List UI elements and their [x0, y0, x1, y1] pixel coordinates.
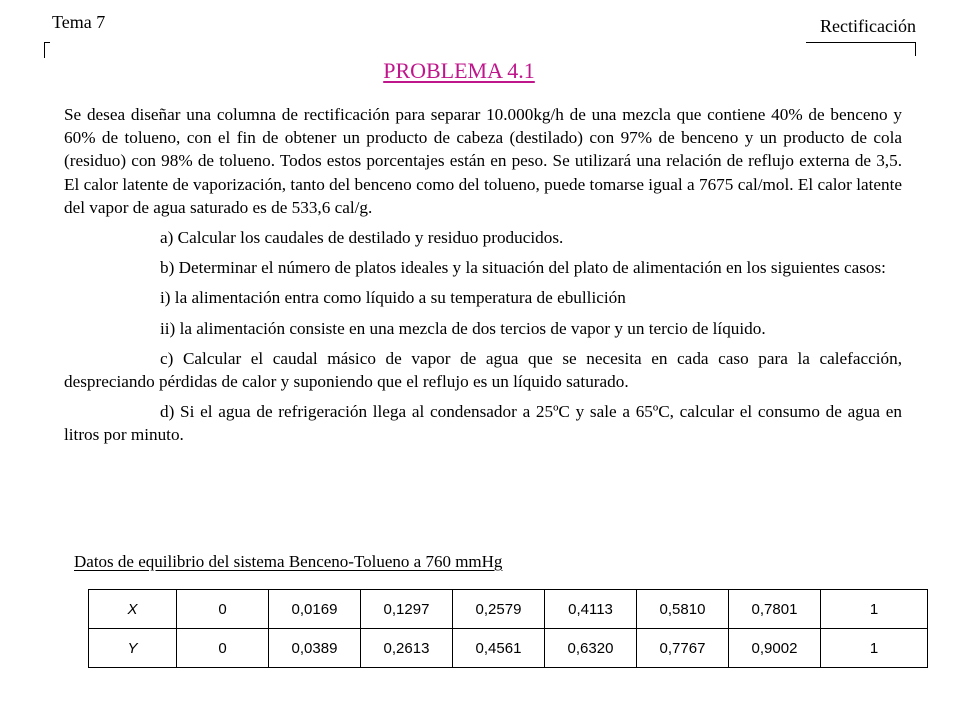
header-left-rule	[44, 42, 50, 43]
header-right-rule	[806, 42, 916, 43]
question-b-i: i) la alimentación entra como líquido a su temperatura de ebullición	[160, 288, 626, 308]
table-cell: 0,7767	[637, 629, 729, 668]
table-cell: 0,1297	[361, 590, 453, 629]
question-d: d) Si el agua de refrigeración llega al condensador a 25ºC y sale a 65ºC, calcular el consumo de agua en litros por minuto.	[64, 402, 902, 445]
problem-statement	[64, 103, 902, 454]
question-c: c) Calcular el caudal másico de vapor de agua que se necesita en cada caso para la calefacción, despreciando pérdidas de calor y suponiendo que el reflujo es un líquido saturado.	[64, 348, 902, 392]
header-topic: Tema 7	[52, 12, 106, 32]
table-cell: 1	[821, 629, 928, 668]
table-cell: 0,4113	[545, 590, 637, 629]
table-cell: 0,7801	[729, 590, 821, 629]
table-cell: 0,0169	[269, 590, 361, 629]
table-row-label: X	[89, 590, 177, 629]
table-row-x	[89, 590, 928, 629]
table-cell: 0,0389	[269, 629, 361, 668]
equilibrium-table	[88, 589, 928, 668]
table-cell: 0	[177, 590, 269, 629]
problem-title: PROBLEMA 4.1	[383, 58, 535, 83]
question-b-ii: ii) la alimentación consiste en una mezcla de dos tercios de vapor y un tercio de líquido.	[160, 318, 766, 338]
question-b: b) Determinar el número de platos ideales y la situación del plato de alimentación en los siguientes casos:	[160, 258, 886, 278]
table-cell: 0,2579	[453, 590, 545, 629]
table-cell: 1	[821, 590, 928, 629]
table-cell: 0,5810	[637, 590, 729, 629]
question-a: a) Calcular los caudales de destilado y residuo producidos.	[160, 228, 564, 248]
equilibrium-table-title: Datos de equilibrio del sistema Benceno-Tolueno a 760 mmHg	[74, 552, 503, 571]
table-row-y	[89, 629, 928, 668]
table-cell: 0,4561	[453, 629, 545, 668]
intro-paragraph: Se desea diseñar una columna de rectificación para separar 10.000kg/h de una mezcla que contiene 40% de benceno y 60% de tolueno, con el fin de obtener un producto de cabeza (destilado) con 97% de benceno y un producto de cola (residuo) con 98% de tolueno. Todos estos porcentajes están en peso. Se utilizará una relación de reflujo externa de 3,5. El calor latente de vaporización, tanto del benceno como del tolueno, puede tomarse igual a 7675 cal/mol. El calor latente del vapor de agua saturado es de 533,6 cal/g.	[64, 105, 902, 217]
table-cell: 0,2613	[361, 629, 453, 668]
header-section: Rectificación	[820, 16, 916, 36]
table-cell: 0,9002	[729, 629, 821, 668]
table-row-label: Y	[89, 629, 177, 668]
table-cell: 0,6320	[545, 629, 637, 668]
table-cell: 0	[177, 629, 269, 668]
